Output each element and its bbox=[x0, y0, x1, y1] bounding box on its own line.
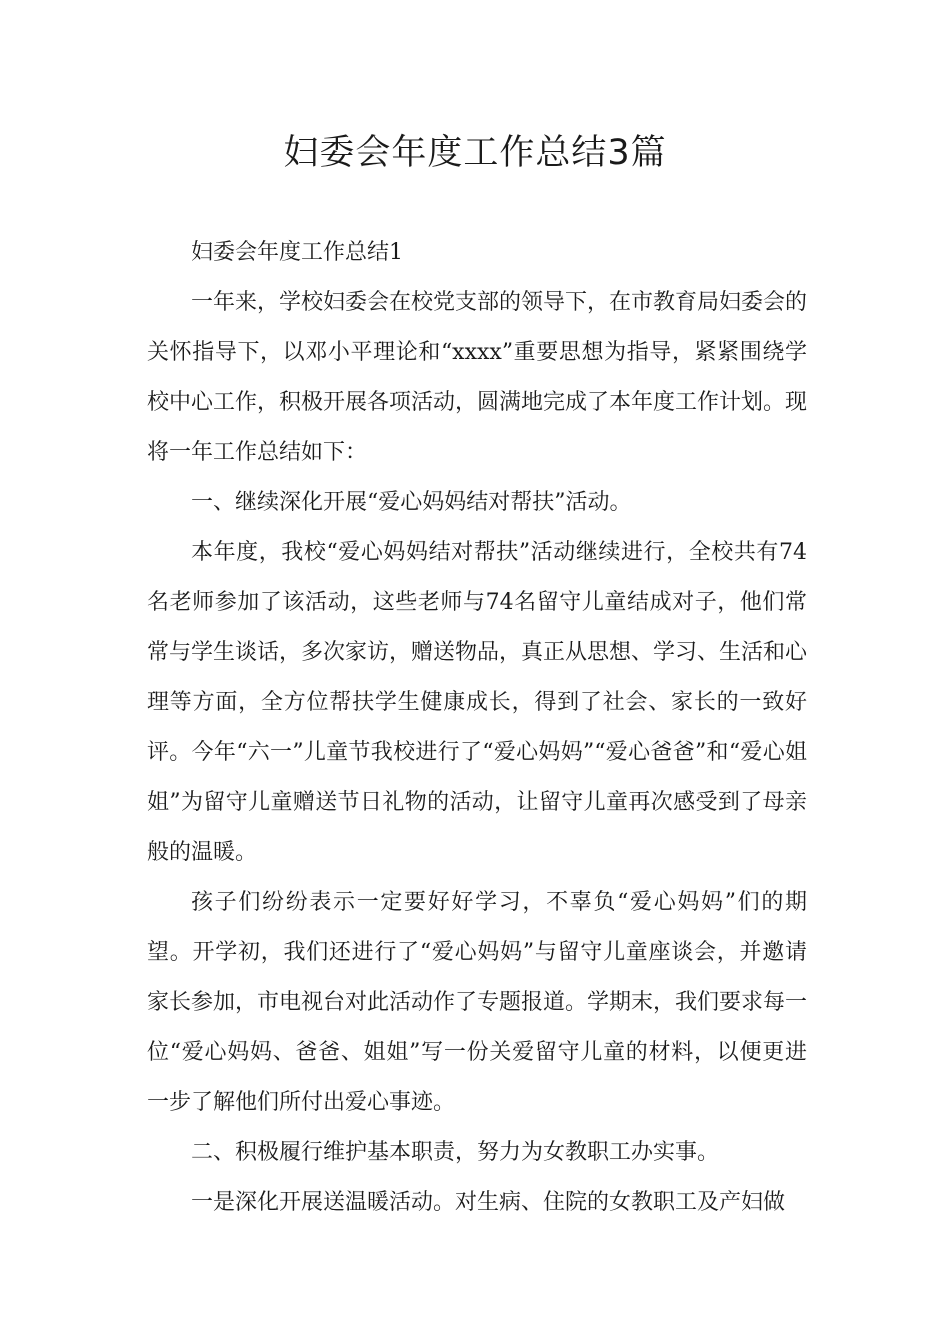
subsection-heading: 一、继续深化开展“爱心妈妈结对帮扶”活动。 bbox=[191, 490, 632, 515]
section-heading: 妇委会年度工作总结1 bbox=[191, 240, 403, 265]
document-title: 妇委会年度工作总结3篇 bbox=[283, 133, 667, 173]
paragraph: 本年度，我校“爱心妈妈结对帮扶”活动继续进行，全校共有74名老师参加了该活动，这些老师与74名留守儿童结成对子，他们常常与学生谈话，多次家访，赠送物品，真正从思想、学习、生活和心理等方面，全方位帮扶学生健康成长，得到了社会、家长的一致好评。今年“六一”儿童节我校进行了“爱心妈妈”“爱心爸爸”和“爱心姐姐”为留守儿童赠送节日礼物的活动，让留守儿童再次感受到了母亲般的温暖。 bbox=[147, 540, 808, 865]
subsection-heading: 二、积极履行维护基本职责，努力为女教职工办实事。 bbox=[191, 1140, 720, 1165]
paragraph: 一年来，学校妇委会在校党支部的领导下，在市教育局妇委会的关怀指导下，以邓小平理论和“xxxx”重要思想为指导，紧紧围绕学校中心工作，积极开展各项活动，圆满地完成了本年度工作计划。现将一年工作总结如下： bbox=[147, 290, 808, 465]
document-body bbox=[147, 228, 807, 1228]
paragraph: 孩子们纷纷表示一定要好好学习，不辜负“爱心妈妈”们的期望。开学初，我们还进行了“爱心妈妈”与留守儿童座谈会，并邀请家长参加，市电视台对此活动作了专题报道。学期末，我们要求每一位“爱心妈妈、爸爸、姐姐”写一份关爱留守儿童的材料，以便更进一步了解他们所付出爱心事迹。 bbox=[147, 890, 808, 1115]
paragraph: 一是深化开展送温暖活动。对生病、住院的女教职工及产妇做 bbox=[191, 1190, 786, 1215]
